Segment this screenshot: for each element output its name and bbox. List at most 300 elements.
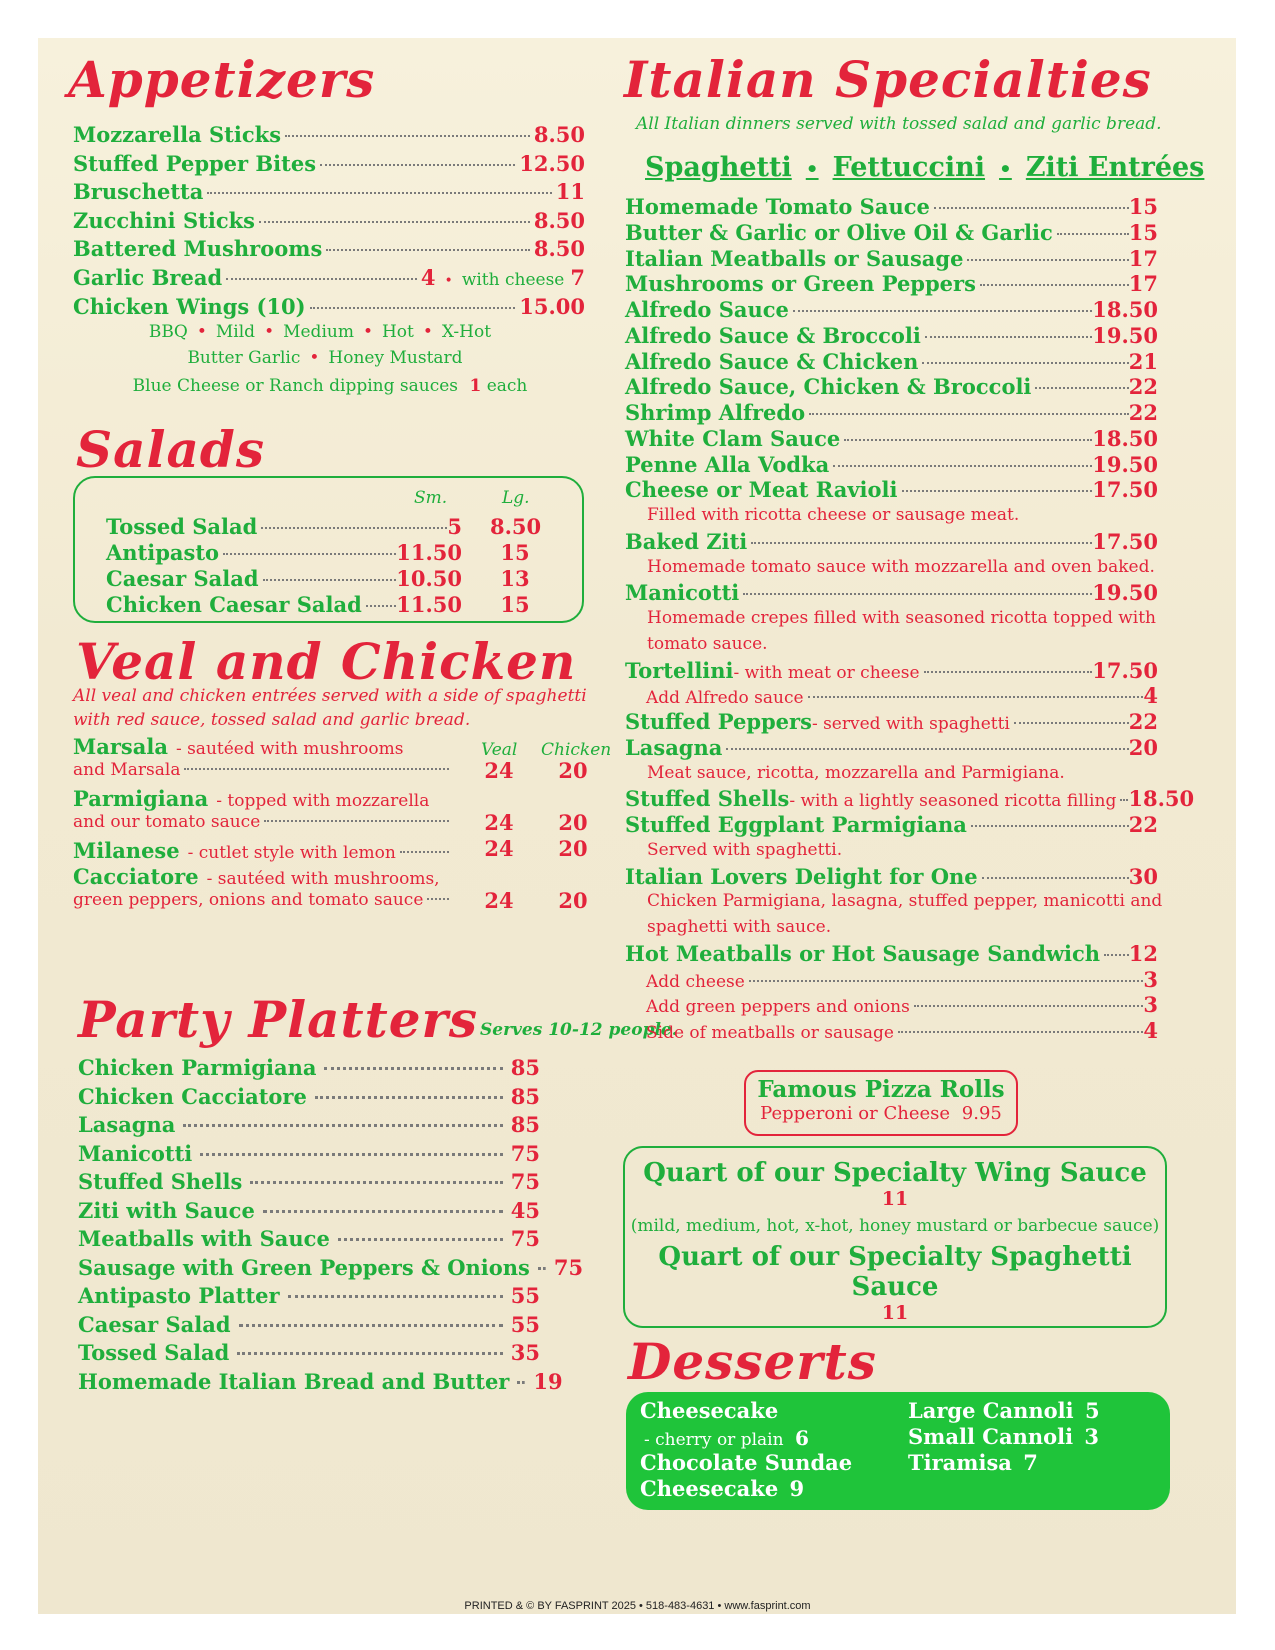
platter-name: Meatballs with Sauce xyxy=(78,1226,330,1251)
wing-flavors-1: BBQ • Mild • Medium • Hot • X-Hot xyxy=(148,322,492,342)
italian-addon-name: Add green peppers and onions xyxy=(646,997,910,1018)
italian-item-name: Shrimp Alfredo xyxy=(625,400,806,425)
italian-row xyxy=(625,812,1158,837)
dipping-price: 1 xyxy=(469,376,482,396)
italian-item-price: 20 xyxy=(1128,734,1158,760)
italian-item-name: Hot Meatballs or Hot Sausage Sandwich xyxy=(625,940,1101,966)
leader-dots xyxy=(844,439,1092,441)
dipping-sauces xyxy=(95,376,565,396)
chicken-price: 20 xyxy=(558,888,588,913)
italian-addon-row xyxy=(646,992,1158,1017)
italian-row xyxy=(625,477,1158,502)
leader-dots xyxy=(925,336,1092,338)
salad-name: Tossed Salad xyxy=(106,514,258,539)
salad-name: Chicken Caesar Salad xyxy=(106,592,362,617)
veal-price: 24 xyxy=(484,888,514,913)
italian-item-price: 3 xyxy=(1143,992,1158,1018)
spaghetti-sauce-title: Quart of our Specialty Spaghetti Sauce xyxy=(658,1242,1132,1302)
subheading-spaghetti: Spaghetti xyxy=(645,152,792,183)
platter-name: Homemade Italian Bread and Butter xyxy=(78,1368,510,1394)
platter-name: Chicken Parmigiana xyxy=(78,1055,317,1080)
appetizer-price: 15.00 xyxy=(519,293,585,319)
leader-dots xyxy=(1014,722,1129,724)
italian-item-name: White Clam Sauce xyxy=(625,425,841,451)
veal-item-line2 xyxy=(73,760,453,780)
platter-row xyxy=(78,1055,540,1080)
veal-item-desc2: green peppers, onions and tomato sauce xyxy=(73,890,424,910)
italian-item-price: 17.50 xyxy=(1092,528,1158,554)
salad-price-sm: 11.50 xyxy=(396,592,462,617)
italian-item-price: 12 xyxy=(1128,940,1158,966)
platter-name: Stuffed Shells xyxy=(78,1169,243,1194)
platter-price: 55 xyxy=(510,1311,540,1337)
italian-row xyxy=(625,452,1158,477)
quarts-box xyxy=(623,1146,1167,1328)
platter-price: 55 xyxy=(510,1283,540,1308)
platter-name: Chicken Cacciatore xyxy=(78,1083,307,1109)
leader-dots xyxy=(285,135,530,137)
veal-item-head xyxy=(73,786,429,811)
leader-dots xyxy=(924,671,1093,673)
italian-item-name: Tortellini xyxy=(625,657,734,683)
footer-credit: PRINTED & © BY FASPRINT 2025 • 518-483-4631 • www.fasprint.com xyxy=(464,1600,811,1612)
appetizer-price: 8.50 xyxy=(533,207,585,233)
veal-item-desc: - sautéed with mushrooms, xyxy=(206,869,440,889)
italian-item-desc: Filled with ricotta cheese or sausage meat. xyxy=(647,505,1020,525)
italian-item-price: 3 xyxy=(1143,966,1158,992)
italian-item-name: Butter & Garlic or Olive Oil & Garlic xyxy=(625,219,1053,245)
leader-dots xyxy=(366,605,396,607)
leader-dots xyxy=(310,307,516,309)
italian-item-price: 18.50 xyxy=(1092,425,1158,451)
italian-item-price: 15 xyxy=(1128,194,1158,219)
appetizer-row xyxy=(73,179,585,204)
platter-name: Lasagna xyxy=(78,1112,176,1137)
leader-dots xyxy=(538,1267,546,1270)
italian-item-price: 19.50 xyxy=(1092,322,1158,348)
italian-title: Italian Specialties xyxy=(624,50,1152,109)
leader-dots xyxy=(239,1324,503,1327)
platter-row xyxy=(78,1312,540,1337)
italian-row xyxy=(625,220,1158,245)
leader-dots xyxy=(982,877,1129,879)
platter-row xyxy=(78,1340,540,1365)
italian-item-desc: spaghetti with sauce. xyxy=(647,917,832,937)
leader-dots xyxy=(749,980,1144,982)
italian-item-name: Homemade Tomato Sauce xyxy=(625,194,930,219)
tiramisa: Tiramisa xyxy=(908,1450,1012,1475)
leader-dots xyxy=(427,898,449,900)
italian-item-sub: - with meat or cheese xyxy=(733,662,920,683)
flavor: Mild xyxy=(215,322,256,342)
chicken-price: 20 xyxy=(558,810,588,835)
veal-price: 24 xyxy=(484,836,514,861)
leader-dots xyxy=(726,748,1128,750)
cheesecake-sub: - cherry or plain xyxy=(644,1430,784,1450)
pizza-rolls-price: 9.95 xyxy=(961,1103,1002,1124)
italian-item-name: Lasagna xyxy=(625,734,723,760)
italian-item-name: Italian Lovers Delight for One xyxy=(625,863,978,889)
veal-item-desc: - cutlet style with lemon xyxy=(187,843,396,863)
italian-item-price: 17 xyxy=(1128,245,1158,271)
leader-dots xyxy=(902,490,1093,492)
veal-item-head xyxy=(73,838,453,863)
leader-dots xyxy=(809,413,1129,415)
dessert-small-cannoli xyxy=(908,1424,1099,1449)
italian-addon-name: Add Alfredo sauce xyxy=(646,688,804,709)
bullet-sep: • xyxy=(444,273,453,289)
veal-item-line2 xyxy=(73,890,453,910)
party-platters-title: Party Platters xyxy=(78,990,479,1049)
italian-subheading: Spaghetti • Fettuccini • Ziti Entrées xyxy=(645,152,1205,183)
small-cannoli: Small Cannoli xyxy=(908,1424,1074,1449)
leader-dots xyxy=(751,542,1092,544)
italian-item-name: Penne Alla Vodka xyxy=(625,451,830,477)
veal-item-name: Marsala xyxy=(73,734,168,759)
leader-dots xyxy=(934,207,1129,209)
italian-item-price: 19.50 xyxy=(1092,451,1158,477)
platter-name: Antipasto Platter xyxy=(78,1283,280,1308)
italian-item-price: 17.50 xyxy=(1092,477,1158,503)
veal-col-chicken: Chicken xyxy=(541,740,612,760)
flavor: Honey Mustard xyxy=(328,348,463,368)
appetizer-name: Battered Mushrooms xyxy=(73,236,323,262)
platter-name: Sausage with Green Peppers & Onions xyxy=(78,1254,530,1280)
italian-row xyxy=(625,735,1158,760)
italian-row xyxy=(625,580,1158,605)
italian-item-price: 22 xyxy=(1128,400,1158,425)
italian-item-price: 17 xyxy=(1128,271,1158,297)
salad-price-lg: 15 xyxy=(500,592,530,617)
leader-dots xyxy=(808,696,1144,698)
italian-addon-name: Add cheese xyxy=(646,971,745,992)
italian-row xyxy=(625,658,1158,683)
italian-item-name: Baked Ziti xyxy=(625,528,748,554)
platter-price: 85 xyxy=(510,1112,540,1137)
italian-item-desc: Homemade tomato sauce with mozzarella and oven baked. xyxy=(647,556,1155,577)
italian-item-name: Alfredo Sauce, Chicken & Broccoli xyxy=(625,374,1032,400)
italian-row xyxy=(625,349,1158,374)
veal-chicken-title: Veal and Chicken xyxy=(76,632,577,691)
italian-item-price: 18.50 xyxy=(1092,297,1158,322)
appetizer-price: 11 xyxy=(555,179,585,205)
italian-item-price: 15 xyxy=(1128,219,1158,245)
italian-row xyxy=(625,246,1158,271)
leader-dots xyxy=(1104,954,1129,956)
leader-dots xyxy=(980,284,1129,286)
wing-flavors-2: Butter Garlic • Honey Mustard xyxy=(187,348,463,368)
salad-row xyxy=(106,540,462,565)
dipping-label: Blue Cheese or Ranch dipping sauces xyxy=(132,376,459,396)
flavor: BBQ xyxy=(148,322,188,342)
appetizer-name: Garlic Bread xyxy=(73,265,223,290)
wing-sauce-price: 11 xyxy=(881,1188,909,1210)
leader-dots xyxy=(898,1031,1143,1033)
italian-item-sub: - with a lightly seasoned ricotta filling xyxy=(789,791,1117,812)
leader-dots xyxy=(237,1352,503,1355)
appetizer-row xyxy=(73,236,585,261)
italian-addon-name: Side of meatballs or sausage xyxy=(646,1023,894,1043)
subheading-ziti: Ziti Entrées xyxy=(1025,152,1205,183)
italian-item-desc: Meat sauce, ricotta, mozzarella and Parmigiana. xyxy=(647,762,1065,783)
wing-sauce-note: (mild, medium, hot, x-hot, honey mustard or barbecue sauce) xyxy=(630,1216,1160,1236)
flavor: Medium xyxy=(283,322,354,342)
leader-dots xyxy=(338,1238,503,1241)
italian-item-price: 30 xyxy=(1128,863,1158,889)
subheading-fettuccini: Fettuccini xyxy=(832,152,986,183)
italian-addon-row xyxy=(646,1018,1158,1043)
veal-item-desc2: and our tomato sauce xyxy=(73,812,261,832)
leader-dots xyxy=(261,527,447,529)
desserts-title: Desserts xyxy=(628,1332,877,1391)
pizza-rolls-line xyxy=(746,1103,1016,1124)
platter-row xyxy=(78,1169,540,1194)
cheesecake-price: 6 xyxy=(794,1426,809,1450)
italian-item-name: Stuffed Peppers xyxy=(625,709,812,734)
appetizer-name: Mozzarella Sticks xyxy=(73,122,282,147)
salad-price-lg: 8.50 xyxy=(490,514,542,539)
italian-item-name: Alfredo Sauce & Chicken xyxy=(625,348,919,374)
salad-name: Caesar Salad xyxy=(106,566,259,591)
salad-price-lg: 13 xyxy=(500,566,530,591)
salad-price-lg: 15 xyxy=(500,540,530,565)
veal-price: 24 xyxy=(484,758,514,783)
veal-note-1: All veal and chicken entrées served with a side of spaghetti xyxy=(73,686,587,706)
desserts-box xyxy=(626,1392,1170,1510)
chicken-price: 20 xyxy=(558,836,588,861)
italian-addon-row xyxy=(646,967,1158,992)
platter-price: 85 xyxy=(510,1083,540,1109)
leader-dots xyxy=(743,593,1092,595)
veal-item-name: Parmigiana xyxy=(73,786,209,811)
tiramisa-price: 7 xyxy=(1023,1450,1038,1475)
small-cannoli-price: 3 xyxy=(1084,1424,1100,1449)
leader-dots xyxy=(264,820,449,822)
italian-row xyxy=(625,323,1158,348)
flavor: Butter Garlic xyxy=(187,348,301,368)
appetizer-row xyxy=(73,265,585,290)
appetizer-price: 8.50 xyxy=(533,122,585,147)
appetizer-name: Chicken Wings (10) xyxy=(73,293,306,319)
platter-row xyxy=(78,1254,584,1280)
veal-col-veal: Veal xyxy=(481,740,518,760)
leader-dots xyxy=(200,1153,502,1156)
platter-row xyxy=(78,1198,540,1223)
salads-col-sm: Sm. xyxy=(414,488,448,508)
platter-price: 85 xyxy=(510,1055,540,1080)
italian-item-name: Alfredo Sauce & Broccoli xyxy=(625,322,921,348)
salad-row xyxy=(106,514,462,539)
italian-row xyxy=(625,941,1158,966)
salad-price-sm: 10.50 xyxy=(396,566,462,591)
spaghetti-sauce-price: 11 xyxy=(881,1302,909,1324)
leader-dots xyxy=(184,768,449,770)
appetizer-row xyxy=(73,151,585,176)
italian-row xyxy=(625,786,1195,812)
italian-item-price: 17.50 xyxy=(1092,657,1158,683)
platter-row xyxy=(78,1283,540,1308)
leader-dots xyxy=(259,221,530,223)
leader-dots xyxy=(223,553,396,555)
italian-item-price: 22 xyxy=(1128,709,1158,734)
italian-row xyxy=(625,864,1158,889)
leader-dots xyxy=(1120,799,1128,801)
flavor: X-Hot xyxy=(441,322,492,342)
italian-row xyxy=(625,374,1158,399)
italian-note: All Italian dinners served with tossed salad and garlic bread. xyxy=(636,114,1162,134)
pizza-rolls-title: Famous Pizza Rolls xyxy=(757,1076,1005,1103)
veal-item-head xyxy=(73,734,404,759)
veal-note-2: with red sauce, tossed salad and garlic bread. xyxy=(73,710,471,730)
platter-name: Caesar Salad xyxy=(78,1311,231,1337)
italian-item-sub: - served with spaghetti xyxy=(811,714,1010,734)
leader-dots xyxy=(320,164,515,166)
platter-price: 75 xyxy=(510,1140,540,1166)
italian-row xyxy=(625,194,1158,219)
appetizer-row xyxy=(73,294,585,319)
veal-item-name: Milanese xyxy=(73,838,180,863)
platter-row xyxy=(78,1368,563,1394)
veal-item-line2 xyxy=(73,812,453,832)
leader-dots xyxy=(250,1181,502,1184)
leader-dots xyxy=(1057,233,1129,235)
platter-price: 75 xyxy=(510,1169,540,1194)
leader-dots xyxy=(207,192,551,194)
italian-item-desc: Homemade crepes filled with seasoned ricotta topped with xyxy=(647,608,1156,628)
appetizer-price: 8.50 xyxy=(533,236,585,262)
italian-item-name: Stuffed Eggplant Parmigiana xyxy=(625,812,967,837)
italian-item-price: 21 xyxy=(1128,348,1158,374)
italian-row xyxy=(625,426,1158,451)
salads-title: Salads xyxy=(76,420,266,479)
chicken-price: 20 xyxy=(558,758,588,783)
veal-item-desc: - topped with mozzarella xyxy=(216,791,430,811)
platter-row xyxy=(78,1112,540,1137)
appetizer-name: Zucchini Sticks xyxy=(73,207,255,233)
italian-item-desc: Chicken Parmigiana, lasagna, stuffed pepper, manicotti and xyxy=(647,891,1163,912)
leader-dots xyxy=(793,310,1092,312)
leader-dots xyxy=(517,1381,525,1384)
leader-dots xyxy=(400,851,449,853)
platter-row xyxy=(78,1141,540,1166)
appetizer-price: 12.50 xyxy=(519,150,585,176)
leader-dots xyxy=(183,1124,502,1127)
salad-row xyxy=(106,592,462,617)
italian-row xyxy=(625,271,1158,296)
sundae-price: 9 xyxy=(789,1476,805,1501)
italian-row xyxy=(625,400,1158,425)
platter-row xyxy=(78,1226,540,1251)
italian-item-price: 19.50 xyxy=(1092,580,1158,606)
platter-price: 35 xyxy=(510,1340,540,1365)
leader-dots xyxy=(324,1067,502,1070)
italian-row xyxy=(625,297,1158,322)
platter-price: 75 xyxy=(553,1254,584,1280)
veal-item-head xyxy=(73,864,440,889)
platter-name: Manicotti xyxy=(78,1140,193,1166)
appetizers-title: Appetizers xyxy=(68,50,376,109)
dipping-suffix: each xyxy=(486,376,528,396)
appetizer-name: Stuffed Pepper Bites xyxy=(73,150,317,176)
leader-dots xyxy=(226,278,417,280)
salad-price-sm: 11.50 xyxy=(396,540,462,565)
dessert-sundae-2 xyxy=(640,1476,804,1501)
pizza-rolls-box xyxy=(744,1070,1018,1136)
italian-item-name: Manicotti xyxy=(625,580,740,606)
italian-item-name: Italian Meatballs or Sausage xyxy=(625,245,964,271)
leader-dots xyxy=(288,1295,503,1298)
italian-item-price: 4 xyxy=(1143,683,1158,709)
dessert-cheesecake: Cheesecake xyxy=(640,1398,779,1423)
platter-price: 45 xyxy=(510,1197,540,1223)
italian-item-price: 22 xyxy=(1128,812,1158,837)
leader-dots xyxy=(315,1096,503,1099)
appetizer-row xyxy=(73,208,585,233)
leader-dots xyxy=(967,259,1128,261)
dessert-tiramisa xyxy=(908,1450,1038,1475)
appetizer-price: 4 xyxy=(420,265,436,290)
large-cannoli-price: 5 xyxy=(1084,1398,1100,1423)
italian-item-name: Stuffed Shells xyxy=(625,786,790,812)
large-cannoli: Large Cannoli xyxy=(908,1398,1074,1423)
dessert-sundae-1: Chocolate Sundae xyxy=(640,1450,853,1475)
appetizer-extra: with cheese xyxy=(461,270,565,290)
veal-item-desc2: and Marsala xyxy=(73,760,181,780)
appetizer-name: Bruschetta xyxy=(73,179,204,205)
platter-name: Tossed Salad xyxy=(78,1340,230,1365)
leader-dots xyxy=(263,579,397,581)
pizza-rolls-desc: Pepperoni or Cheese xyxy=(760,1103,951,1124)
leader-dots xyxy=(833,465,1092,467)
platter-price: 75 xyxy=(510,1226,540,1251)
platter-price: 19 xyxy=(533,1368,563,1394)
salad-row xyxy=(106,566,462,591)
italian-item-desc: Served with spaghetti. xyxy=(647,839,843,860)
party-serves: Serves 10-12 people. xyxy=(480,1020,678,1040)
appetizer-extra-price: 7 xyxy=(570,265,585,290)
leader-dots xyxy=(922,362,1128,364)
italian-item-name: Mushrooms or Green Peppers xyxy=(625,271,976,297)
italian-item-price: 22 xyxy=(1128,374,1158,400)
salad-name: Antipasto xyxy=(106,540,220,565)
italian-row xyxy=(625,709,1158,734)
italian-item-name: Cheese or Meat Ravioli xyxy=(625,477,898,503)
veal-price: 24 xyxy=(484,810,514,835)
leader-dots xyxy=(263,1210,503,1213)
italian-row xyxy=(625,529,1158,554)
italian-item-price: 4 xyxy=(1143,1018,1158,1043)
italian-addon-row xyxy=(646,683,1158,708)
veal-item-name: Cacciatore xyxy=(73,864,199,889)
salad-price-sm: 5 xyxy=(447,514,462,539)
dessert-cheesecake-sub xyxy=(644,1426,809,1450)
sundae-2: Cheesecake xyxy=(640,1476,779,1501)
leader-dots xyxy=(971,825,1129,827)
leader-dots xyxy=(914,1005,1144,1007)
appetizer-row xyxy=(73,122,585,147)
platter-row xyxy=(78,1084,540,1109)
salads-col-lg: Lg. xyxy=(502,488,530,508)
italian-item-desc: tomato sauce. xyxy=(647,633,768,654)
platter-name: Ziti with Sauce xyxy=(78,1197,255,1223)
italian-item-name: Alfredo Sauce xyxy=(625,297,789,322)
veal-item-desc: - sautéed with mushrooms xyxy=(175,739,404,759)
leader-dots xyxy=(326,249,530,251)
italian-item-price: 18.50 xyxy=(1128,786,1195,812)
leader-dots xyxy=(1035,387,1128,389)
dessert-large-cannoli xyxy=(908,1398,1100,1423)
flavor: Hot xyxy=(381,322,414,342)
